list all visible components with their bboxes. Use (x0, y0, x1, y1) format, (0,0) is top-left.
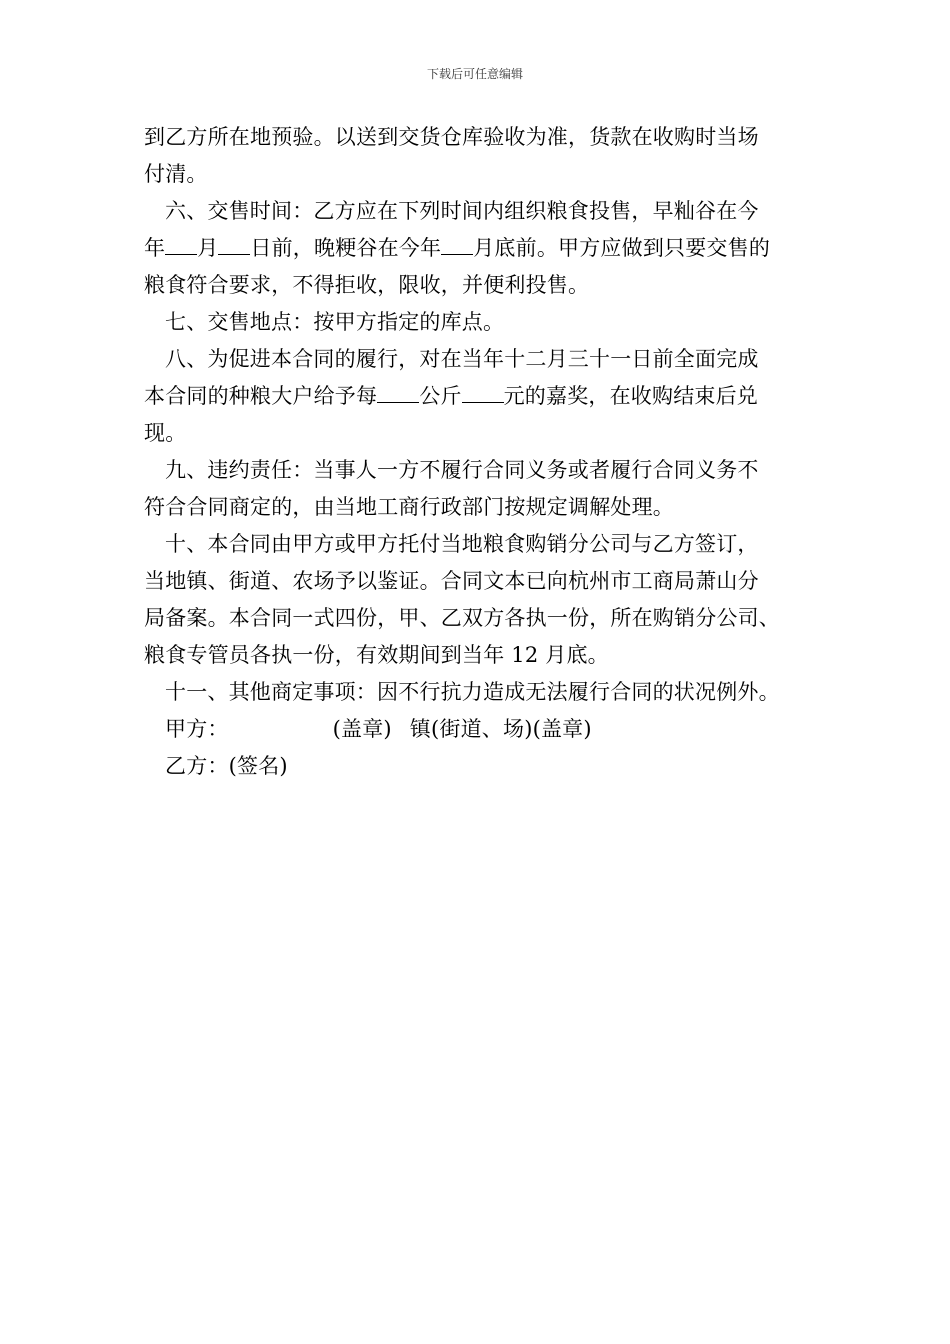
text-fragment: 年 (144, 236, 166, 260)
clause-six-line: 粮食符合要求，不得拒收，限收，并便利投售。 (144, 273, 590, 297)
text-fragment: 月底前。甲方应做到只要交售的 (473, 236, 771, 260)
paragraph-line: 付清。 (144, 162, 208, 186)
clause-six-line: 六、交售时间：乙方应在下列时间内组织粮食投售，早籼谷在今 (165, 199, 759, 223)
town-seal: 镇(街道、场)(盖章) (409, 717, 592, 741)
text-fragment: 本合同的种粮大户给予每 (144, 384, 378, 408)
clause-eight-line (144, 378, 820, 415)
text-fragment: 元的嘉奖，在收购结束后兑 (503, 384, 759, 408)
clause-ten-line: 十、本合同由甲方或甲方托付当地粮食购销分公司与乙方签订， (165, 532, 759, 556)
blank-weight-field (377, 378, 419, 403)
clause-nine-line: 符合合同商定的，由当地工商行政部门按规定调解处理。 (144, 495, 674, 519)
clause-ten-line: 当地镇、街道、农场予以鉴证。合同文本已向杭州市工商局萧山分 (144, 569, 759, 593)
clause-eight-line: 现。 (144, 421, 187, 445)
clause-nine-line: 九、违约责任：当事人一方不履行合同义务或者履行合同义务不 (165, 458, 759, 482)
clause-eight-line: 八、为促进本合同的履行，对在当年十二月三十一日前全面完成 (165, 347, 759, 371)
blank-amount-field (462, 378, 504, 403)
contract-body (144, 119, 820, 785)
paragraph-line: 到乙方所在地预验。以送到交货仓库验收为准，货款在收购时当场 (144, 125, 759, 149)
party-b-signature-line: 乙方：(签名) (165, 754, 288, 778)
blank-month-field (441, 230, 473, 255)
blank-month-field (165, 230, 197, 255)
page-header: 下载后可任意编辑 (426, 67, 523, 81)
clause-ten-line: 局备案。本合同一式四份，甲、乙双方各执一份，所在购销分公司、 (144, 606, 780, 630)
text-fragment: 月 (197, 236, 219, 260)
clause-ten-line: 粮食专管员各执一份，有效期间到当年 12 月底。 (144, 643, 609, 667)
party-a-seal: (盖章) (332, 717, 392, 741)
text-fragment: 公斤 (419, 384, 462, 408)
clause-eleven-line: 十一、其他商定事项：因不行抗力造成无法履行合同的状况例外。 (165, 680, 780, 704)
clause-six-line (144, 230, 820, 267)
party-a-label: 甲方： (165, 717, 229, 741)
clause-seven-line: 七、交售地点：按甲方指定的库点。 (165, 310, 505, 334)
text-fragment: 日前，晚粳谷在今年 (250, 236, 442, 260)
blank-day-field (218, 230, 250, 255)
party-a-signature-line (144, 711, 820, 748)
